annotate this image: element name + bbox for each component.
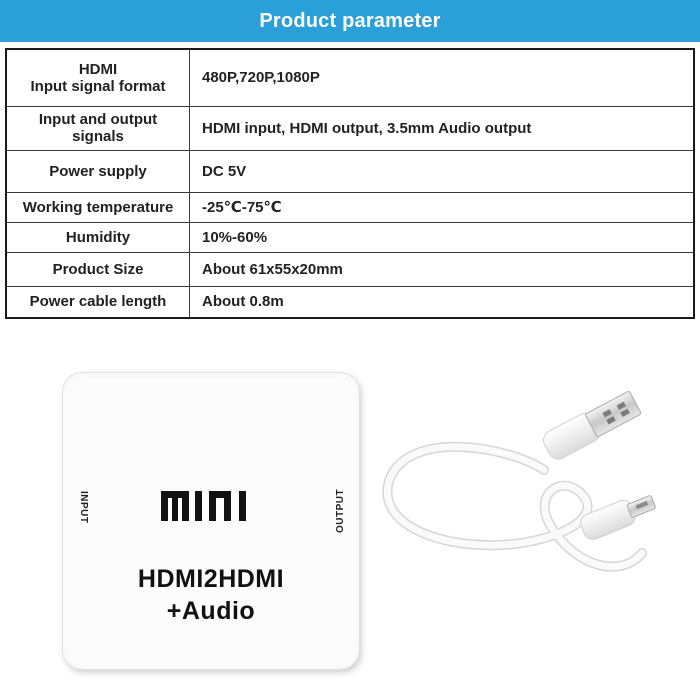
param-row: [6, 106, 694, 150]
param-label-line1: Power cable length: [29, 293, 167, 311]
param-label: [6, 286, 190, 318]
param-label-line1: HDMI: [78, 60, 118, 78]
param-row: [6, 192, 694, 222]
cable-shadow: [387, 447, 642, 567]
param-label-line1: Humidity: [65, 228, 131, 246]
banner-title: Product parameter: [259, 9, 441, 32]
parameter-table: [5, 48, 695, 319]
param-label-line2: Input signal format: [30, 77, 166, 95]
param-label-line2: signals: [72, 128, 124, 145]
param-label: [6, 222, 190, 252]
param-value: DC 5V: [190, 150, 695, 192]
param-label: [6, 150, 190, 192]
usb-power-cable: [372, 378, 672, 608]
device-title-line1: HDMI2HDMI: [137, 565, 285, 593]
usb-a-plug: [540, 389, 642, 462]
param-label: [6, 106, 190, 150]
param-value: About 61x55x20mm: [190, 252, 695, 286]
param-row: [6, 150, 694, 192]
param-label: [6, 49, 190, 106]
output-port-label: OUTPUT: [335, 488, 346, 533]
param-value: 10%-60%: [190, 222, 695, 252]
param-row: [6, 252, 694, 286]
param-label-line1: Input and output: [38, 111, 158, 128]
param-label-line1: Product Size: [52, 260, 144, 278]
parameter-table-body: [6, 49, 694, 318]
param-label: [6, 252, 190, 286]
param-label-line1: Power supply: [49, 162, 147, 180]
product-photo: [0, 330, 700, 700]
mini-logo-text: MINI: [159, 487, 162, 488]
mini-logo: [159, 487, 259, 525]
param-label: [6, 192, 190, 222]
param-label-line1: Working temperature: [22, 198, 174, 216]
param-value: -25℃-75℃: [190, 192, 695, 222]
header-banner: [0, 0, 700, 42]
input-port-label: INPUT: [78, 491, 89, 524]
device-title-line2: +Audio: [166, 597, 256, 625]
param-value: 480P,720P,1080P: [190, 49, 695, 106]
hdmi-converter-device: [62, 372, 360, 670]
param-value: About 0.8m: [190, 286, 695, 318]
param-row: [6, 49, 694, 106]
param-value: HDMI input, HDMI output, 3.5mm Audio output: [190, 106, 695, 150]
param-row: [6, 286, 694, 318]
param-row: [6, 222, 694, 252]
